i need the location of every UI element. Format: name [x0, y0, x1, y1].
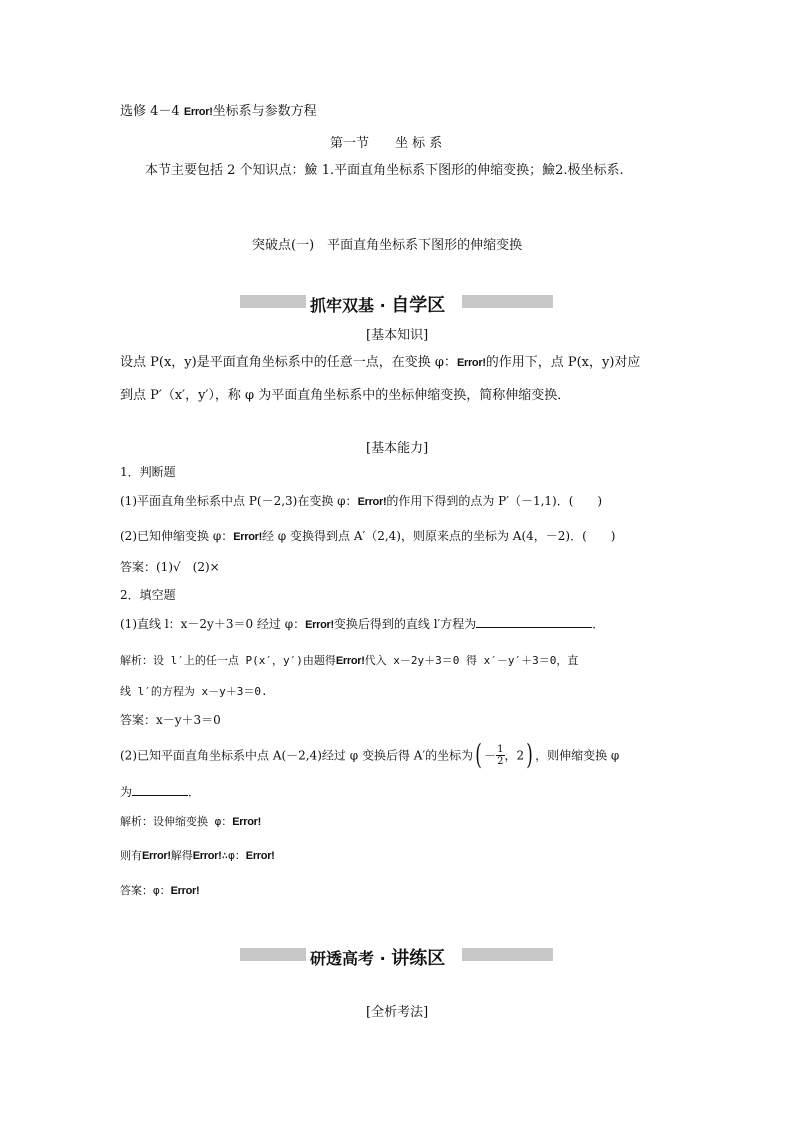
q2-item1-solution-cont: 线 l′的方程为 x－y＋3＝0.: [120, 685, 268, 698]
error-field: Error!: [357, 496, 387, 508]
basic-knowledge-heading: [基本知识]: [366, 328, 429, 343]
q2-item2-solution1: 解析：设伸缩变换 φ：Error!: [120, 815, 262, 828]
basic-knowledge-line2: 到点 P′（x′，y′），称 φ 为平面直角坐标系中的坐标伸缩变换，简称伸缩变换．: [120, 388, 571, 403]
course-title: 选修 4－4 Error!坐标系与参数方程: [120, 104, 317, 119]
error-field: Error!: [170, 885, 200, 897]
error-field: Error!: [233, 531, 262, 543]
error-field: Error!: [245, 850, 275, 862]
breakthrough-title: 突破点(一) 平面直角坐标系下图形的伸缩变换: [252, 238, 523, 253]
q2-item2: (2)已知平面直角坐标系中点 A(－2,4)经过 φ 变换后得 A′的坐标为( － $\frac{1}{2}$ ，2) ，则伸缩变换 φ: [120, 738, 620, 771]
marker-icon: 䲓: [542, 163, 556, 178]
section-intro: 本节主要包括 2 个知识点：䲓 1.平面直角坐标系下图形的伸缩变换；䲓2.极坐标系.: [145, 163, 624, 178]
analysis-heading: [全析考法]: [366, 1005, 429, 1020]
q2-item1: (1)直线 l：x－2y＋3＝0 经过 φ：Error!变换后得到的直线 l′方程为 ．: [120, 617, 605, 631]
marker-icon: 䲓: [304, 163, 318, 178]
error-field: Error!: [232, 816, 262, 828]
error-field: Error!: [305, 619, 334, 631]
basic-knowledge-line1: 设点 P(x，y)是平面直角坐标系中的任意一点，在变换 φ：Error!的作用下，点 P(x，y)对应: [120, 355, 641, 370]
error-field: Error!: [192, 850, 222, 862]
banner-bar-left: [240, 295, 306, 308]
q2-title: 2．填空题: [120, 588, 176, 602]
q2-item2-cont: 为 ．: [120, 785, 201, 799]
fraction: $\frac{1}{2}$: [497, 743, 504, 767]
answer-blank: [476, 615, 592, 628]
q2-item2-answer: 答案：φ：Error!: [120, 884, 200, 897]
q2-item1-solution: 解析：设 l′上的任一点 P(x′，y′)由题得Error!代入 x－2y＋3＝0 得 x′－y′＋3＝0，直: [120, 654, 579, 667]
q1-title: 1．判断题: [120, 465, 176, 479]
error-field: Error!: [142, 850, 171, 862]
error-field: Error!: [335, 655, 365, 667]
basic-ability-heading: [基本能力]: [366, 441, 429, 456]
q1-item1: (1)平面直角坐标系中点 P(－2,3)在变换 φ：Error!的作用下得到的点为 P′（－1,1)．( ): [120, 494, 603, 508]
error-field: Error!: [183, 106, 213, 118]
banner-exam-practice: 研透高考 · 讲练区: [310, 948, 446, 969]
q2-item1-answer: 答案：x－y＋3＝0: [120, 713, 221, 727]
banner-bar-left: [240, 948, 306, 961]
section-title: 第一节 坐 标 系: [330, 136, 443, 151]
error-field: Error!: [456, 357, 486, 369]
banner-bar-right: [462, 948, 553, 961]
answer-blank: [132, 783, 188, 796]
q1-item2: (2)已知伸缩变换 φ：Error!经 φ 变换得到点 A′（2,4)，则原来点的坐标为 A(4，－2)．( ): [120, 529, 616, 543]
banner-bar-right: [462, 295, 553, 308]
banner-self-study: 抓牢双基 · 自学区: [310, 295, 446, 316]
q2-item2-solution2: 则有Error!解得Error!∴φ：Error!: [120, 849, 275, 862]
q1-answer: 答案：(1)√ (2)×: [120, 560, 220, 574]
